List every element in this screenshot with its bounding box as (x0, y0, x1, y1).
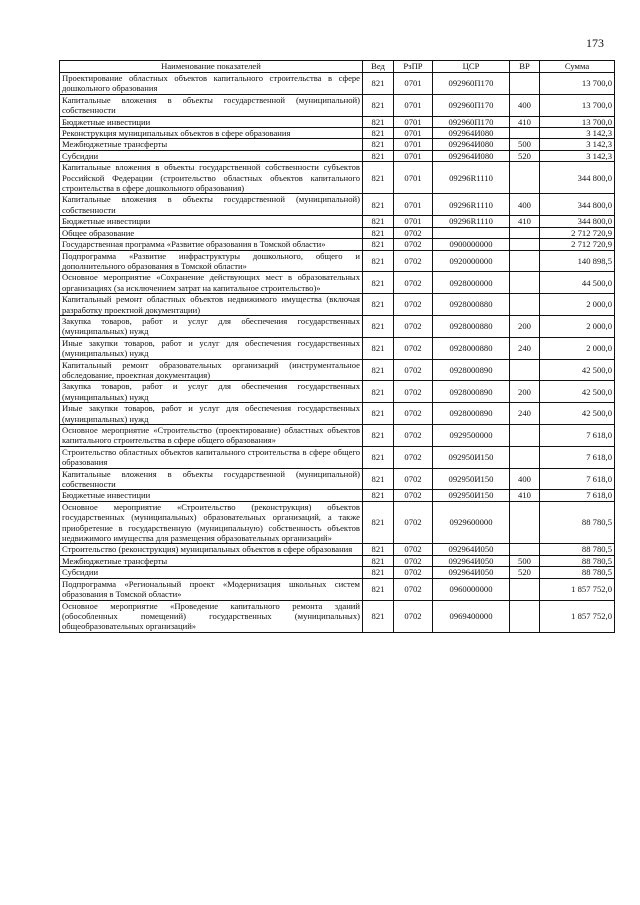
cell-rzpr: 0702 (394, 315, 433, 337)
cell-vr (510, 227, 540, 238)
cell-sum: 13 700,0 (540, 94, 615, 116)
cell-sum: 2 712 720,9 (540, 239, 615, 250)
cell-ved: 821 (363, 315, 394, 337)
cell-vr: 240 (510, 403, 540, 425)
table-row (60, 116, 615, 127)
cell-name: Закупка товаров, работ и услуг для обеспечения государственных (муниципальных) нужд (60, 381, 363, 403)
cell-name: Подпрограмма «Развитие инфраструктуры дошкольного, общего и дополнительного образования в Томской области» (60, 250, 363, 272)
cell-vr (510, 578, 540, 600)
cell-ved: 821 (363, 468, 394, 490)
header-rzpr: РзПР (394, 61, 433, 73)
cell-rzpr: 0702 (394, 555, 433, 566)
cell-name: Бюджетные инвестиции (60, 490, 363, 501)
table-row (60, 501, 615, 544)
cell-csr: 0928000890 (433, 381, 510, 403)
header-ved: Вед (363, 61, 394, 73)
cell-rzpr: 0702 (394, 227, 433, 238)
table-row (60, 150, 615, 161)
cell-ved: 821 (363, 139, 394, 150)
header-csr: ЦСР (433, 61, 510, 73)
cell-rzpr: 0702 (394, 239, 433, 250)
cell-csr: 092964И050 (433, 544, 510, 555)
cell-rzpr: 0702 (394, 446, 433, 468)
table-row (60, 139, 615, 150)
cell-sum: 3 142,3 (540, 128, 615, 139)
cell-rzpr: 0701 (394, 116, 433, 127)
cell-name: Капитальные вложения в объекты государственной собственности субъектов Российской Федерации (строительство областных объектов капитального строительства в сфере дошкольного образования) (60, 162, 363, 194)
cell-rzpr: 0702 (394, 567, 433, 578)
table-row (60, 555, 615, 566)
cell-sum: 344 800,0 (540, 162, 615, 194)
cell-rzpr: 0701 (394, 128, 433, 139)
cell-vr: 200 (510, 381, 540, 403)
cell-rzpr: 0701 (394, 73, 433, 95)
cell-rzpr: 0701 (394, 139, 433, 150)
table-row (60, 250, 615, 272)
cell-sum: 42 500,0 (540, 381, 615, 403)
cell-sum: 3 142,3 (540, 139, 615, 150)
page-number: 173 (586, 36, 604, 50)
cell-vr: 410 (510, 490, 540, 501)
table-row (60, 425, 615, 447)
cell-ved: 821 (363, 359, 394, 381)
cell-csr: 092950И150 (433, 468, 510, 490)
table-row (60, 216, 615, 227)
cell-vr: 410 (510, 116, 540, 127)
cell-sum: 1 857 752,0 (540, 578, 615, 600)
cell-vr (510, 600, 540, 632)
cell-sum: 140 898,5 (540, 250, 615, 272)
cell-name: Реконструкция муниципальных объектов в сфере образования (60, 128, 363, 139)
cell-rzpr: 0701 (394, 194, 433, 216)
cell-ved: 821 (363, 403, 394, 425)
cell-ved: 821 (363, 425, 394, 447)
header-name: Наименование показателей (60, 61, 363, 73)
cell-name: Основное мероприятие «Строительство (реконструкция) объектов государственных (муниципальных) образовательных организаций, а также приобретение в государственную (муниципальную) собственность объектов недвижимого имущества для размещения образовательных организаций» (60, 501, 363, 544)
cell-name: Иные закупки товаров, работ и услуг для обеспечения государственных (муниципальных) нужд (60, 403, 363, 425)
cell-csr: 0928000880 (433, 294, 510, 316)
cell-csr: 092960П170 (433, 116, 510, 127)
cell-rzpr: 0702 (394, 425, 433, 447)
cell-vr (510, 73, 540, 95)
cell-name: Проектирование областных объектов капитального строительства в сфере дошкольного образования (60, 73, 363, 95)
cell-sum: 88 780,5 (540, 544, 615, 555)
cell-rzpr: 0702 (394, 501, 433, 544)
cell-name: Бюджетные инвестиции (60, 216, 363, 227)
cell-ved: 821 (363, 73, 394, 95)
cell-ved: 821 (363, 490, 394, 501)
cell-name: Субсидии (60, 150, 363, 161)
table-row (60, 446, 615, 468)
cell-ved: 821 (363, 272, 394, 294)
table-body (60, 73, 615, 633)
cell-sum: 7 618,0 (540, 446, 615, 468)
cell-rzpr: 0702 (394, 381, 433, 403)
cell-csr: 092960П170 (433, 73, 510, 95)
cell-sum: 42 500,0 (540, 403, 615, 425)
cell-csr: 0929600000 (433, 501, 510, 544)
cell-vr (510, 544, 540, 555)
cell-csr: 092964И050 (433, 555, 510, 566)
cell-csr: 0900000000 (433, 239, 510, 250)
table-row (60, 544, 615, 555)
cell-ved: 821 (363, 94, 394, 116)
cell-sum: 13 700,0 (540, 116, 615, 127)
cell-rzpr: 0702 (394, 490, 433, 501)
cell-ved: 821 (363, 555, 394, 566)
cell-name: Основное мероприятие «Проведение капитального ремонта зданий (обособленных помещений) государственных (муниципальных) общеобразовательных организаций» (60, 600, 363, 632)
cell-vr (510, 128, 540, 139)
cell-vr: 410 (510, 216, 540, 227)
cell-csr: 0928000890 (433, 359, 510, 381)
cell-csr: 09296R1110 (433, 194, 510, 216)
cell-sum: 344 800,0 (540, 216, 615, 227)
header-vr: ВР (510, 61, 540, 73)
cell-rzpr: 0701 (394, 162, 433, 194)
cell-vr (510, 272, 540, 294)
cell-csr: 092950И150 (433, 490, 510, 501)
cell-sum: 2 000,0 (540, 337, 615, 359)
table-row (60, 315, 615, 337)
table-row (60, 567, 615, 578)
cell-rzpr: 0702 (394, 250, 433, 272)
cell-csr: 0960000000 (433, 578, 510, 600)
table-row (60, 294, 615, 316)
cell-vr: 400 (510, 468, 540, 490)
cell-vr: 500 (510, 139, 540, 150)
table-row (60, 73, 615, 95)
cell-vr (510, 294, 540, 316)
table-row (60, 162, 615, 194)
cell-vr: 400 (510, 94, 540, 116)
table-row (60, 272, 615, 294)
cell-rzpr: 0701 (394, 216, 433, 227)
table-row (60, 227, 615, 238)
cell-sum: 88 780,5 (540, 567, 615, 578)
cell-sum: 88 780,5 (540, 501, 615, 544)
cell-ved: 821 (363, 294, 394, 316)
cell-csr: 0928000890 (433, 403, 510, 425)
cell-csr: 0928000880 (433, 315, 510, 337)
cell-name: Капитальный ремонт областных объектов недвижимого имущества (включая разработку проектной документации) (60, 294, 363, 316)
cell-ved: 821 (363, 116, 394, 127)
cell-vr (510, 162, 540, 194)
cell-sum: 13 700,0 (540, 73, 615, 95)
cell-ved: 821 (363, 227, 394, 238)
cell-name: Закупка товаров, работ и услуг для обеспечения государственных (муниципальных) нужд (60, 315, 363, 337)
cell-ved: 821 (363, 446, 394, 468)
cell-vr (510, 250, 540, 272)
cell-rzpr: 0702 (394, 468, 433, 490)
cell-ved: 821 (363, 150, 394, 161)
cell-ved: 821 (363, 216, 394, 227)
header-sum: Сумма (540, 61, 615, 73)
table-row (60, 468, 615, 490)
cell-name: Капитальные вложения в объекты государственной (муниципальной) собственности (60, 194, 363, 216)
cell-csr: 09296R1110 (433, 216, 510, 227)
table-row (60, 359, 615, 381)
cell-sum: 2 000,0 (540, 315, 615, 337)
cell-name: Субсидии (60, 567, 363, 578)
budget-table (59, 60, 615, 633)
cell-vr: 240 (510, 337, 540, 359)
cell-name: Межбюджетные трансферты (60, 139, 363, 150)
table-row (60, 194, 615, 216)
cell-csr: 0928000000 (433, 272, 510, 294)
cell-sum: 2 000,0 (540, 294, 615, 316)
cell-name: Иные закупки товаров, работ и услуг для обеспечения государственных (муниципальных) нужд (60, 337, 363, 359)
cell-sum: 7 618,0 (540, 425, 615, 447)
cell-csr: 092964И080 (433, 150, 510, 161)
cell-rzpr: 0702 (394, 600, 433, 632)
cell-ved: 821 (363, 250, 394, 272)
cell-vr (510, 239, 540, 250)
cell-csr: 092964И080 (433, 139, 510, 150)
cell-name: Бюджетные инвестиции (60, 116, 363, 127)
cell-ved: 821 (363, 578, 394, 600)
table-row (60, 600, 615, 632)
cell-csr: 09296R1110 (433, 162, 510, 194)
cell-sum: 42 500,0 (540, 359, 615, 381)
cell-ved: 821 (363, 337, 394, 359)
cell-sum: 7 618,0 (540, 490, 615, 501)
cell-name: Основное мероприятие «Сохранение действующих мест в образовательных организациях (за исключением затрат на капитальное строительство)» (60, 272, 363, 294)
cell-vr: 200 (510, 315, 540, 337)
table-row (60, 128, 615, 139)
table-row (60, 381, 615, 403)
table-row (60, 490, 615, 501)
table-row (60, 403, 615, 425)
cell-vr: 400 (510, 194, 540, 216)
table-row (60, 337, 615, 359)
cell-rzpr: 0701 (394, 150, 433, 161)
cell-vr (510, 359, 540, 381)
cell-csr: 092964И080 (433, 128, 510, 139)
cell-ved: 821 (363, 239, 394, 250)
cell-vr (510, 446, 540, 468)
cell-name: Межбюджетные трансферты (60, 555, 363, 566)
cell-csr: 0929500000 (433, 425, 510, 447)
cell-csr (433, 227, 510, 238)
cell-name: Общее образование (60, 227, 363, 238)
table-header-row (60, 61, 615, 73)
cell-rzpr: 0702 (394, 294, 433, 316)
table-row (60, 94, 615, 116)
cell-sum: 344 800,0 (540, 194, 615, 216)
cell-sum: 1 857 752,0 (540, 600, 615, 632)
cell-csr: 0920000000 (433, 250, 510, 272)
cell-vr (510, 425, 540, 447)
cell-name: Капитальные вложения в объекты государственной (муниципальной) собственности (60, 94, 363, 116)
cell-rzpr: 0702 (394, 337, 433, 359)
cell-csr: 092960П170 (433, 94, 510, 116)
cell-rzpr: 0702 (394, 544, 433, 555)
cell-rzpr: 0702 (394, 403, 433, 425)
cell-vr (510, 501, 540, 544)
cell-ved: 821 (363, 128, 394, 139)
cell-csr: 092964И050 (433, 567, 510, 578)
cell-rzpr: 0702 (394, 578, 433, 600)
table-row (60, 578, 615, 600)
cell-name: Капитальные вложения в объекты государственной (муниципальной) собственности (60, 468, 363, 490)
cell-sum: 3 142,3 (540, 150, 615, 161)
cell-name: Подпрограмма «Региональный проект «Модернизация школьных систем образования в Томской области» (60, 578, 363, 600)
cell-ved: 821 (363, 544, 394, 555)
cell-rzpr: 0702 (394, 359, 433, 381)
cell-rzpr: 0701 (394, 94, 433, 116)
table-row (60, 239, 615, 250)
cell-sum: 7 618,0 (540, 468, 615, 490)
cell-vr: 520 (510, 567, 540, 578)
cell-name: Строительство областных объектов капитального строительства в сфере общего образования (60, 446, 363, 468)
cell-rzpr: 0702 (394, 272, 433, 294)
cell-vr: 500 (510, 555, 540, 566)
cell-vr: 520 (510, 150, 540, 161)
cell-ved: 821 (363, 381, 394, 403)
cell-name: Капитальный ремонт образовательных организаций (инструментальное обследование, проектная документация) (60, 359, 363, 381)
cell-name: Строительство (реконструкция) муниципальных объектов в сфере образования (60, 544, 363, 555)
cell-ved: 821 (363, 501, 394, 544)
cell-csr: 0969400000 (433, 600, 510, 632)
cell-sum: 88 780,5 (540, 555, 615, 566)
cell-name: Основное мероприятие «Строительство (проектирование) областных объектов капитального строительства в сфере общего образования» (60, 425, 363, 447)
cell-ved: 821 (363, 600, 394, 632)
cell-name: Государственная программа «Развитие образования в Томской области» (60, 239, 363, 250)
cell-ved: 821 (363, 567, 394, 578)
cell-csr: 0928000880 (433, 337, 510, 359)
cell-ved: 821 (363, 162, 394, 194)
cell-sum: 44 500,0 (540, 272, 615, 294)
cell-ved: 821 (363, 194, 394, 216)
cell-csr: 092950И150 (433, 446, 510, 468)
cell-sum: 2 712 720,9 (540, 227, 615, 238)
